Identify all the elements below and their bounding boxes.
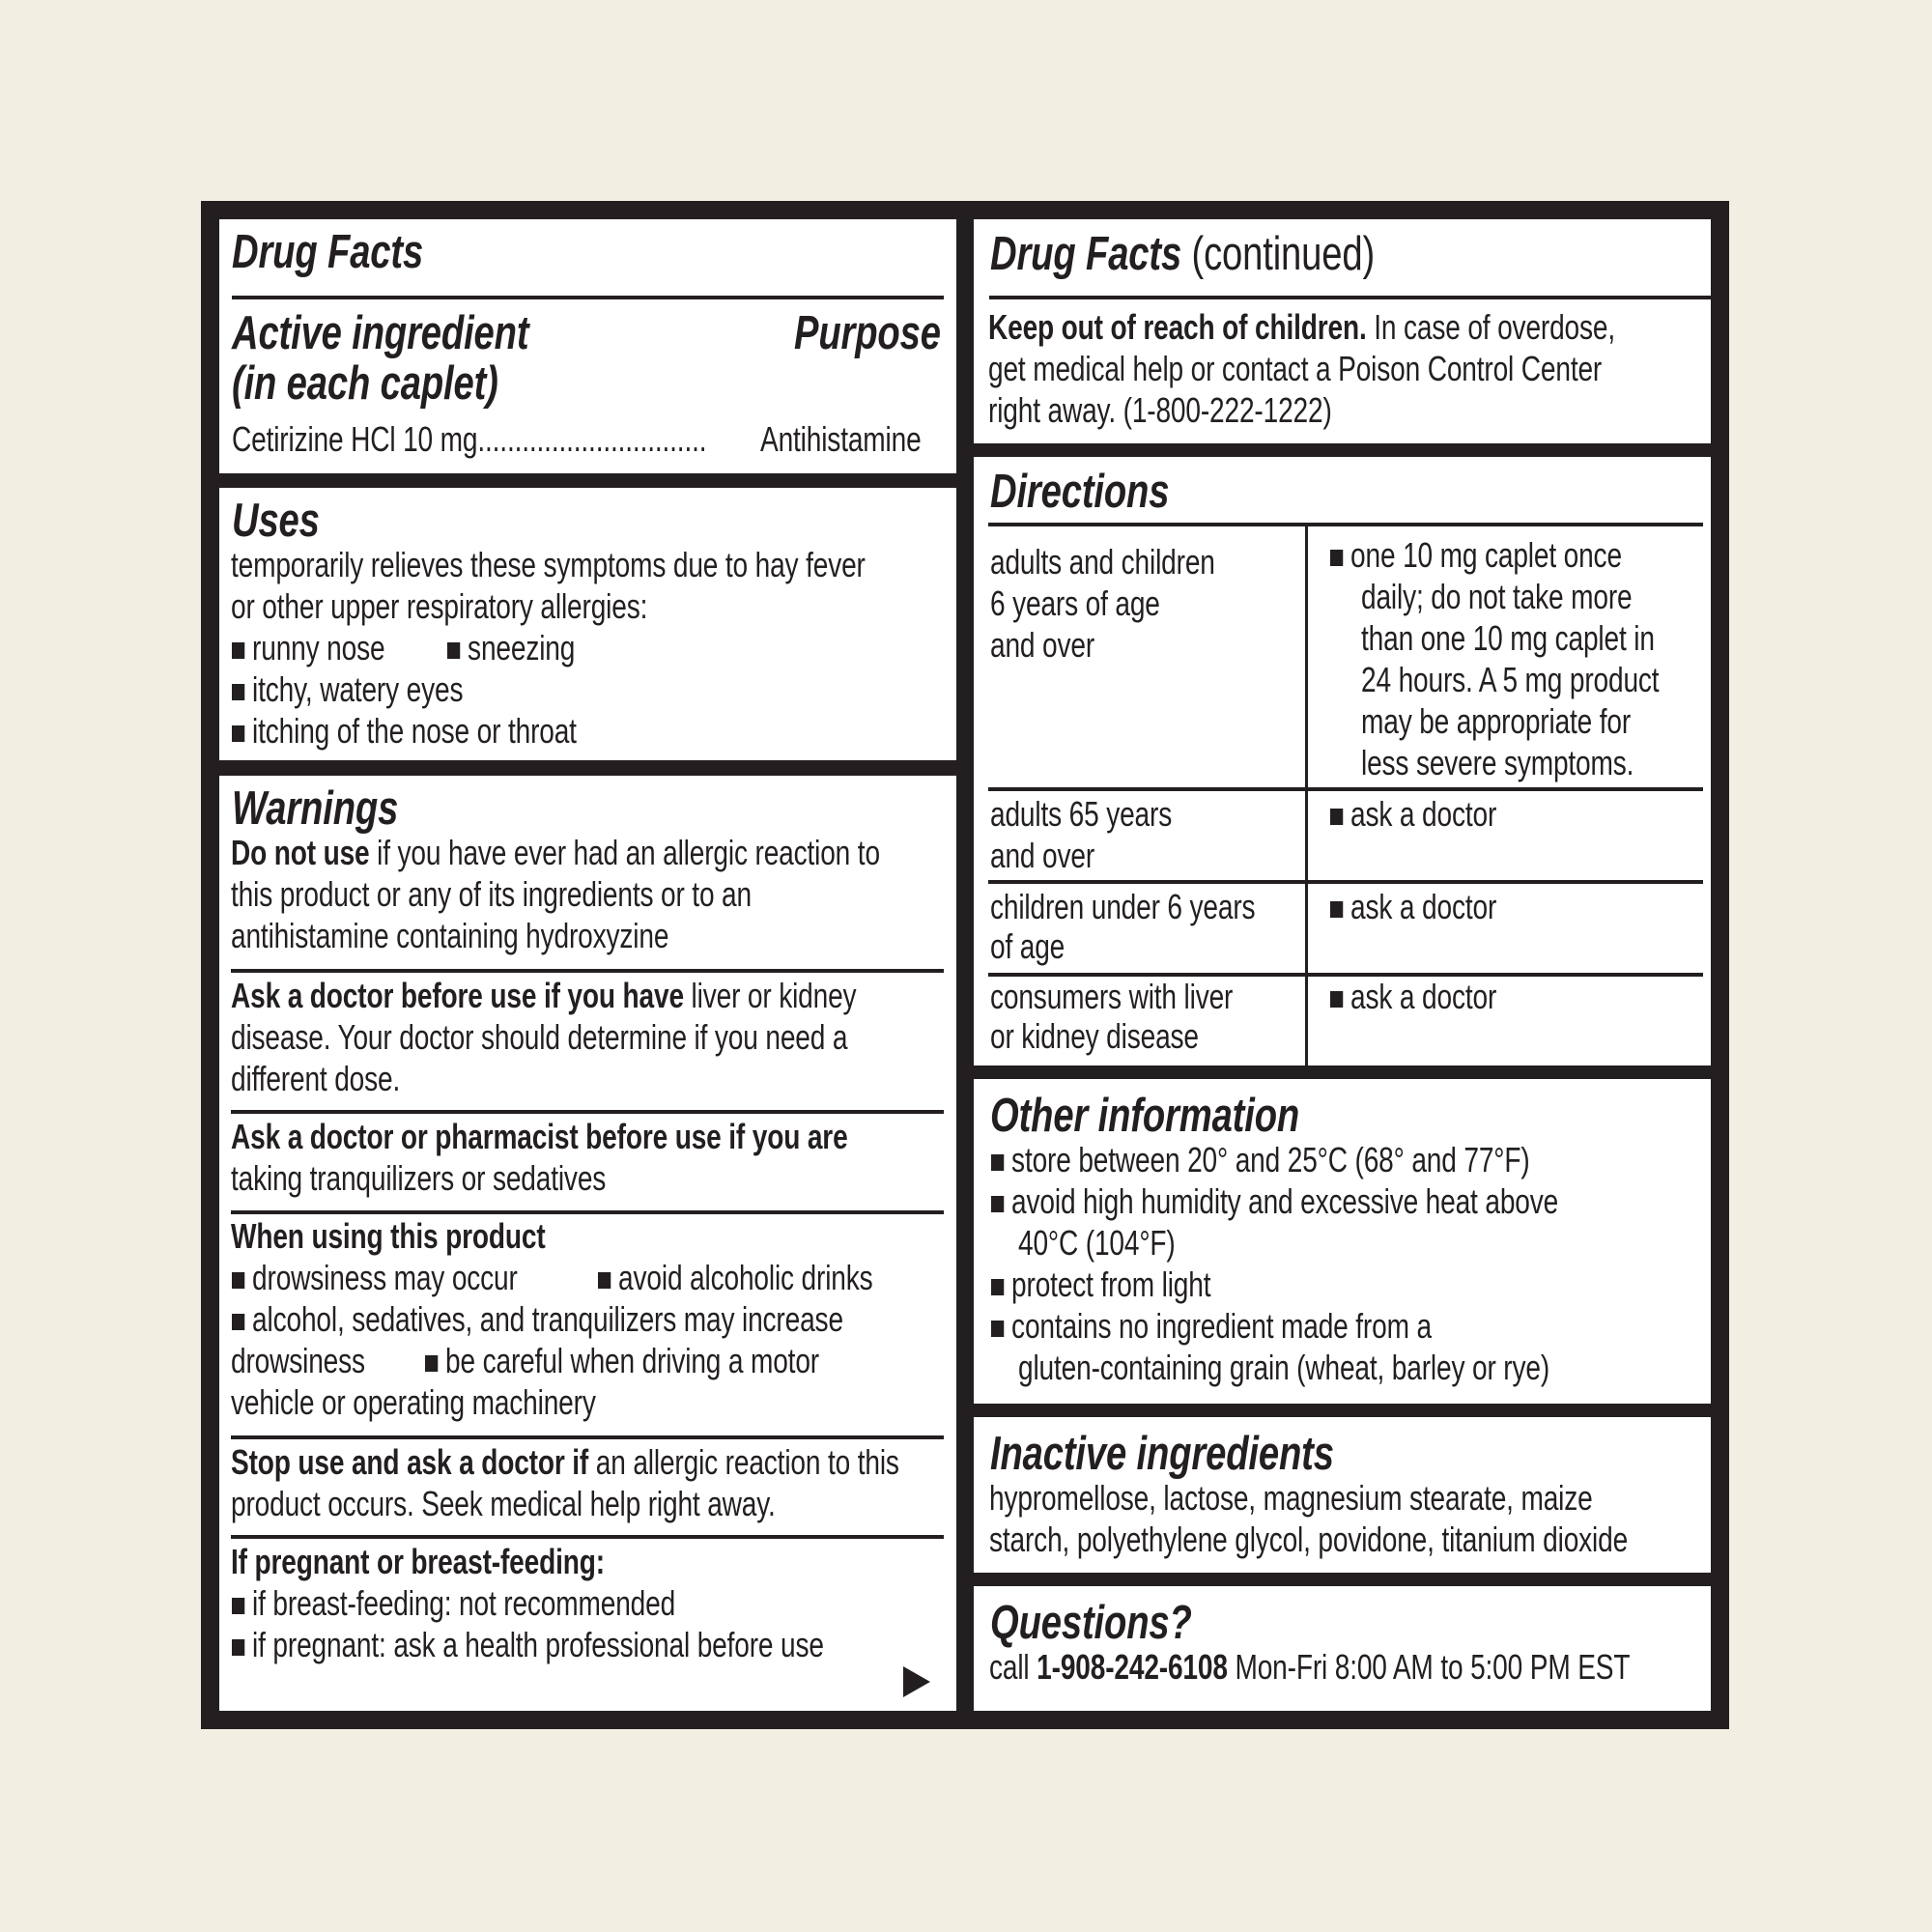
pregnant-heading: If pregnant or breast-feeding:: [231, 1542, 605, 1581]
uses-item: [232, 668, 463, 710]
directions-row-rule: [988, 880, 1703, 884]
questions-hours: Mon-Fri 8:00 AM to 5:00 PM EST: [1227, 1647, 1631, 1687]
when-using-item: [425, 1340, 819, 1381]
warnings-divider: [231, 1435, 944, 1439]
uses-title: Uses: [232, 495, 320, 547]
directions-row-rule: [988, 787, 1703, 791]
bullet-square-icon: [991, 1279, 1004, 1295]
bullet-square-icon: [991, 1154, 1004, 1171]
keep-out-line3: right away. (1-800-222-1222): [988, 390, 1332, 430]
continued-title: [990, 229, 1375, 279]
bullet-square-icon: [1330, 550, 1343, 566]
bullet-square-icon: [1330, 991, 1343, 1008]
questions-phone-number[interactable]: 1-908-242-6108: [1037, 1647, 1228, 1687]
uses-item-text: itchy, watery eyes: [252, 669, 464, 709]
directions-header-rule: [988, 523, 1703, 526]
directions-what: [1330, 793, 1496, 835]
directions-who: and over: [990, 836, 1095, 875]
inactive-line1: hypromellose, lactose, magnesium stearate, maize: [989, 1478, 1593, 1518]
other-info-item: [991, 1139, 1530, 1180]
title-rule: [989, 296, 1711, 299]
ask-doctor-line3: different dose.: [231, 1059, 401, 1098]
when-using-item-text: be careful when driving a motor: [445, 1341, 819, 1380]
uses-item: [447, 627, 575, 668]
ask-doctor-line1: [231, 975, 856, 1016]
bullet-square-icon: [1330, 901, 1343, 918]
warnings-divider: [231, 1110, 944, 1114]
directions-who: or kidney disease: [990, 1016, 1199, 1056]
pregnant-item: [232, 1582, 675, 1624]
directions-what: less severe symptoms.: [1361, 743, 1634, 782]
do-not-use-line1: [231, 832, 880, 873]
when-using-item: [232, 1298, 843, 1340]
other-info-item: [991, 1305, 1432, 1347]
when-using-item-text: alcohol, sedatives, and tranquilizers may increase: [252, 1299, 843, 1339]
pregnant-item: [232, 1624, 824, 1665]
stop-use-text: an allergic reaction to this: [588, 1442, 899, 1482]
active-ingredient-row: [232, 418, 706, 460]
ingredient-name: Cetirizine HCl 10 mg: [232, 419, 478, 459]
bullet-square-icon: [232, 642, 244, 659]
directions-column-divider: [1305, 523, 1308, 1065]
directions-what: [1330, 886, 1496, 927]
directions-title: Directions: [990, 466, 1170, 518]
directions-what: daily; do not take more: [1361, 577, 1633, 616]
uses-intro-line2: or other upper respiratory allergies:: [231, 586, 648, 626]
uses-item: [232, 710, 577, 752]
questions-title: Questions?: [990, 1597, 1192, 1649]
bullet-square-icon: [232, 725, 244, 742]
when-using-item-cont: vehicle or operating machinery: [231, 1382, 596, 1422]
uses-item: [232, 627, 384, 668]
ask-pharmacist-text: taking tranquilizers or sedatives: [231, 1158, 607, 1198]
warnings-divider: [231, 1535, 944, 1539]
when-using-heading: When using this product: [231, 1216, 546, 1256]
do-not-use-line2: this product or any of its ingredients or to an: [231, 874, 752, 914]
directions-what: 24 hours. A 5 mg product: [1361, 660, 1660, 699]
directions-who: and over: [990, 625, 1095, 665]
stop-use-line1: [231, 1441, 899, 1483]
inactive-title: Inactive ingredients: [990, 1428, 1334, 1480]
keep-out-line1: [988, 306, 1615, 348]
panel-inactive-ingredients: [974, 1417, 1711, 1573]
ask-doctor-line2: disease. Your doctor should determine if you need a: [231, 1017, 848, 1057]
ingredient-purpose: Antihistamine: [760, 419, 922, 459]
directions-who: adults 65 years: [990, 794, 1173, 834]
warnings-divider: [231, 1210, 944, 1214]
bullet-square-icon: [991, 1321, 1004, 1337]
other-info-item-text: contains no ingredient made from a: [1011, 1306, 1432, 1346]
other-info-item: [991, 1264, 1210, 1305]
directions-what-text: ask a doctor: [1350, 977, 1497, 1016]
other-info-item-text: protect from light: [1011, 1264, 1211, 1304]
continued-arrow-icon: [903, 1666, 930, 1697]
continued-title-suffix: (continued): [1181, 228, 1376, 280]
directions-who: children under 6 years: [990, 887, 1256, 926]
uses-intro-line1: temporarily relieves these symptoms due to hay fever: [231, 545, 866, 584]
pregnant-item-text: if pregnant: ask a health professional before use: [252, 1625, 824, 1664]
directions-what: may be appropriate for: [1361, 701, 1632, 741]
bullet-square-icon: [598, 1272, 611, 1289]
bullet-square-icon: [425, 1355, 438, 1372]
directions-what-text: one 10 mg caplet once: [1350, 535, 1622, 575]
leader-dots: ...............................: [477, 419, 707, 459]
other-info-item: [991, 1180, 1558, 1222]
directions-who: adults and children: [990, 542, 1215, 582]
bullet-square-icon: [232, 1314, 244, 1330]
panel-questions: [974, 1586, 1711, 1711]
active-ingredient-heading: Active ingredient: [232, 307, 529, 359]
bullet-square-icon: [447, 642, 460, 659]
other-info-item-text: avoid high humidity and excessive heat above: [1011, 1181, 1559, 1221]
bullet-square-icon: [232, 1272, 244, 1289]
title-rule: [232, 296, 944, 299]
panel-active-ingredient: [219, 219, 956, 473]
directions-what: [1330, 976, 1496, 1017]
questions-prefix: call: [989, 1647, 1037, 1687]
keep-out-heading: Keep out of reach of children.: [988, 307, 1367, 347]
do-not-use-text: if you have ever had an allergic reaction to: [369, 833, 880, 872]
other-info-item-text: store between 20° and 25°C (68° and 77°F): [1011, 1140, 1530, 1179]
warnings-title: Warnings: [232, 782, 399, 835]
inactive-line2: starch, polyethylene glycol, povidone, titanium dioxide: [989, 1520, 1629, 1559]
when-using-item: [232, 1257, 518, 1298]
directions-what: than one 10 mg caplet in: [1361, 618, 1655, 658]
do-not-use-heading: Do not use: [231, 833, 370, 872]
panel-warnings: [219, 776, 956, 1711]
bullet-square-icon: [232, 1639, 244, 1656]
other-info-item-cont: gluten-containing grain (wheat, barley or rye): [1018, 1348, 1550, 1387]
purpose-heading: Purpose: [794, 307, 941, 359]
panel-keep-out: [974, 219, 1711, 443]
directions-what-text: ask a doctor: [1350, 794, 1497, 834]
questions-line: [989, 1646, 1630, 1688]
other-info-item-cont: 40°C (104°F): [1018, 1223, 1176, 1263]
when-using-item-text: drowsiness may occur: [252, 1258, 518, 1297]
when-using-item-text: avoid alcoholic drinks: [618, 1258, 873, 1297]
bullet-square-icon: [232, 1598, 244, 1614]
warnings-divider: [231, 969, 944, 973]
uses-item-text: runny nose: [252, 628, 385, 668]
uses-item-text: itching of the nose or throat: [252, 711, 577, 751]
directions-what-text: ask a doctor: [1350, 887, 1497, 926]
label-title: Drug Facts: [232, 226, 424, 278]
keep-out-line2: get medical help or contact a Poison Control Center: [988, 349, 1603, 388]
stop-use-heading: Stop use and ask a doctor if: [231, 1442, 589, 1482]
continued-title-main: Drug Facts: [990, 228, 1182, 280]
do-not-use-line3: antihistamine containing hydroxyzine: [231, 916, 669, 955]
directions-what: [1330, 534, 1622, 576]
stop-use-line2: product occurs. Seek medical help right away.: [231, 1484, 776, 1523]
other-info-title: Other information: [990, 1090, 1300, 1142]
directions-who: 6 years of age: [990, 583, 1160, 623]
keep-out-text: In case of overdose,: [1366, 307, 1616, 347]
pregnant-item-text: if breast-feeding: not recommended: [252, 1583, 676, 1623]
bullet-square-icon: [991, 1196, 1004, 1212]
ask-doctor-text: liver or kidney: [683, 976, 857, 1015]
active-ingredient-subheading: (in each caplet): [232, 357, 498, 410]
panel-uses: [219, 488, 956, 760]
bullet-square-icon: [1330, 809, 1343, 825]
bullet-square-icon: [232, 684, 244, 700]
directions-who: consumers with liver: [990, 977, 1234, 1016]
when-using-item: [598, 1257, 873, 1298]
directions-who: of age: [990, 926, 1065, 966]
panel-directions: [974, 457, 1711, 1065]
when-using-item-cont: drowsiness: [231, 1341, 365, 1380]
panel-other-information: [974, 1079, 1711, 1404]
uses-item-text: sneezing: [468, 628, 576, 668]
ask-pharmacist-heading: Ask a doctor or pharmacist before use if you are: [231, 1117, 848, 1156]
ask-doctor-heading: Ask a doctor before use if you have: [231, 976, 684, 1015]
